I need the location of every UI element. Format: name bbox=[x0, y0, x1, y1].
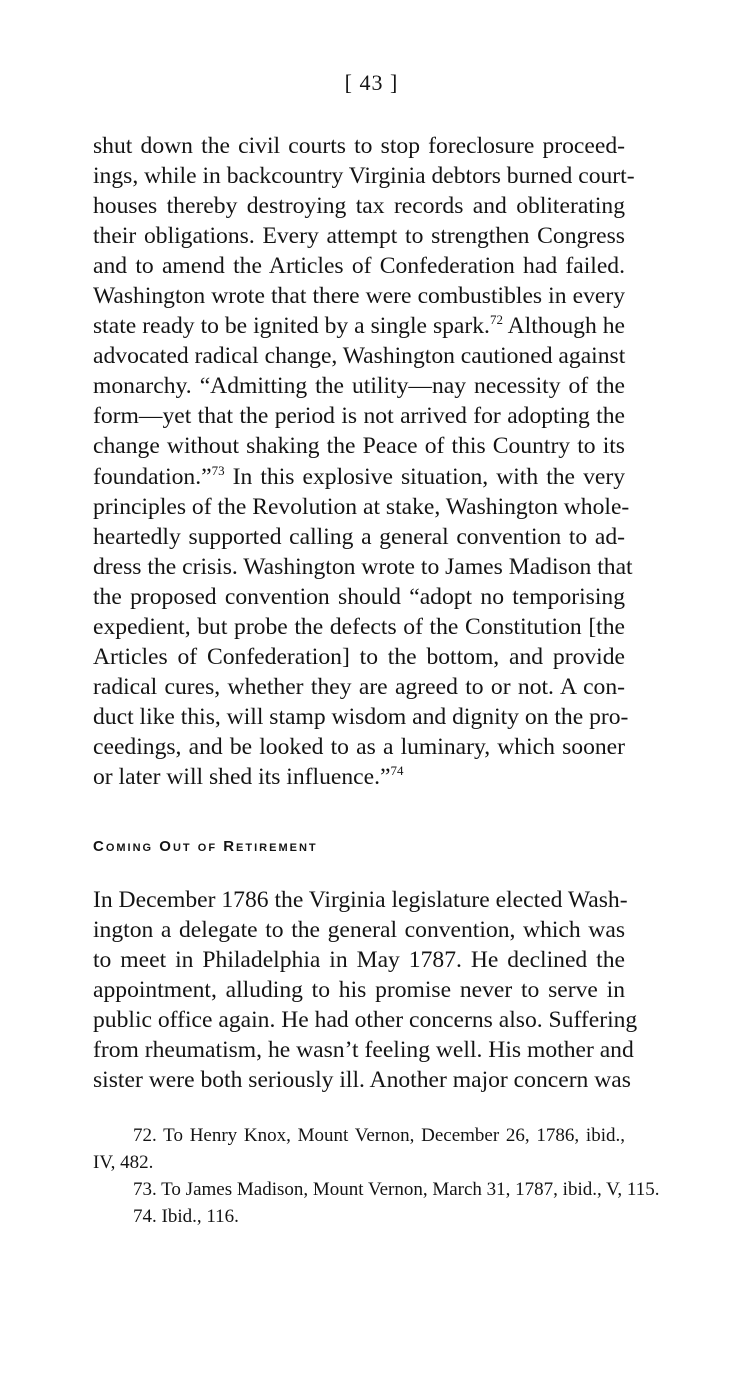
text-line: expedient, but probe the defects of the Constitution [the bbox=[93, 613, 625, 640]
text-line: shut down the civil courts to stop foreclosure proceed- bbox=[93, 133, 625, 159]
footnotes bbox=[93, 1122, 660, 1230]
text-line: ceedings, and be looked to as a luminary, which sooner bbox=[93, 733, 625, 760]
text-fragment: foundation.” bbox=[93, 463, 212, 490]
body-paragraph-2 bbox=[93, 885, 638, 1095]
text-line: duct like this, will stamp wisdom and dignity on the pro- bbox=[93, 703, 629, 730]
text-line: monarchy. “Admitting the utility—nay necessity of the bbox=[93, 373, 625, 400]
body-paragraph-1 bbox=[93, 131, 635, 792]
text-line: principles of the Revolution at stake, Washington whole- bbox=[93, 493, 630, 520]
section-heading: Coming Out of Retirement bbox=[93, 838, 318, 855]
text-line: from rheumatism, he wasn’t feeling well. His mother and bbox=[93, 1037, 634, 1064]
text-fragment: or later will shed its influence.” bbox=[93, 763, 391, 790]
text-line: form—yet that the period is not arrived for adopting the bbox=[93, 403, 625, 430]
text-line bbox=[93, 462, 625, 492]
text-line: sister were both seriously ill. Another major concern was bbox=[93, 1067, 631, 1094]
text-line: Articles of Confederation] to the bottom, and provide bbox=[93, 643, 625, 670]
text-line: Washington wrote that there were combustibles in every bbox=[93, 283, 625, 310]
text-line: change without shaking the Peace of this Country to its bbox=[93, 433, 625, 460]
text-line: public office again. He had other concerns also. Suffering bbox=[93, 1007, 638, 1034]
text-fragment: state ready to be ignited by a single spark. bbox=[93, 313, 490, 340]
text-line: advocated radical change, Washington cautioned against bbox=[93, 343, 626, 370]
text-line bbox=[93, 311, 625, 341]
footnote-ref-72: 72 bbox=[489, 312, 503, 328]
footnote-72-continued: IV, 482. bbox=[93, 1152, 154, 1173]
text-line: heartedly supported calling a general convention to ad- bbox=[93, 523, 625, 550]
text-line: In December 1786 the Virginia legislature elected Wash- bbox=[93, 887, 628, 913]
text-fragment: In this explosive situation, with the very bbox=[224, 463, 625, 490]
text-line: dress the crisis. Washington wrote to James Madison that bbox=[93, 553, 633, 580]
text-line: houses thereby destroying tax records and obliterating bbox=[93, 193, 625, 220]
text-line: ington a delegate to the general convention, which was bbox=[93, 917, 625, 944]
footnote-ref-73: 73 bbox=[211, 462, 225, 478]
text-line: and to amend the Articles of Confederation had failed. bbox=[93, 253, 625, 280]
page-number: [ 43 ] bbox=[344, 70, 399, 95]
text-line: radical cures, whether they are agreed to or not. A con- bbox=[93, 673, 625, 700]
text-line: appointment, alluding to his promise never to serve in bbox=[93, 977, 625, 1004]
text-line: ings, while in backcountry Virginia debtors burned court- bbox=[93, 163, 635, 190]
text-line: the proposed convention should “adopt no temporising bbox=[93, 583, 625, 610]
text-line: to meet in Philadelphia in May 1787. He declined the bbox=[93, 947, 625, 974]
footnote-ref-74: 74 bbox=[390, 762, 404, 778]
text-fragment: Although he bbox=[502, 313, 625, 340]
text-line: their obligations. Every attempt to strengthen Congress bbox=[93, 223, 625, 250]
text-line bbox=[93, 762, 625, 792]
footnote-73: 73. To James Madison, Mount Vernon, March 31, 1787, ibid., V, 115. bbox=[133, 1179, 660, 1200]
footnote-74: 74. Ibid., 116. bbox=[133, 1206, 239, 1227]
footnote-72: 72. To Henry Knox, Mount Vernon, December 26, 1786, ibid., bbox=[133, 1125, 625, 1146]
